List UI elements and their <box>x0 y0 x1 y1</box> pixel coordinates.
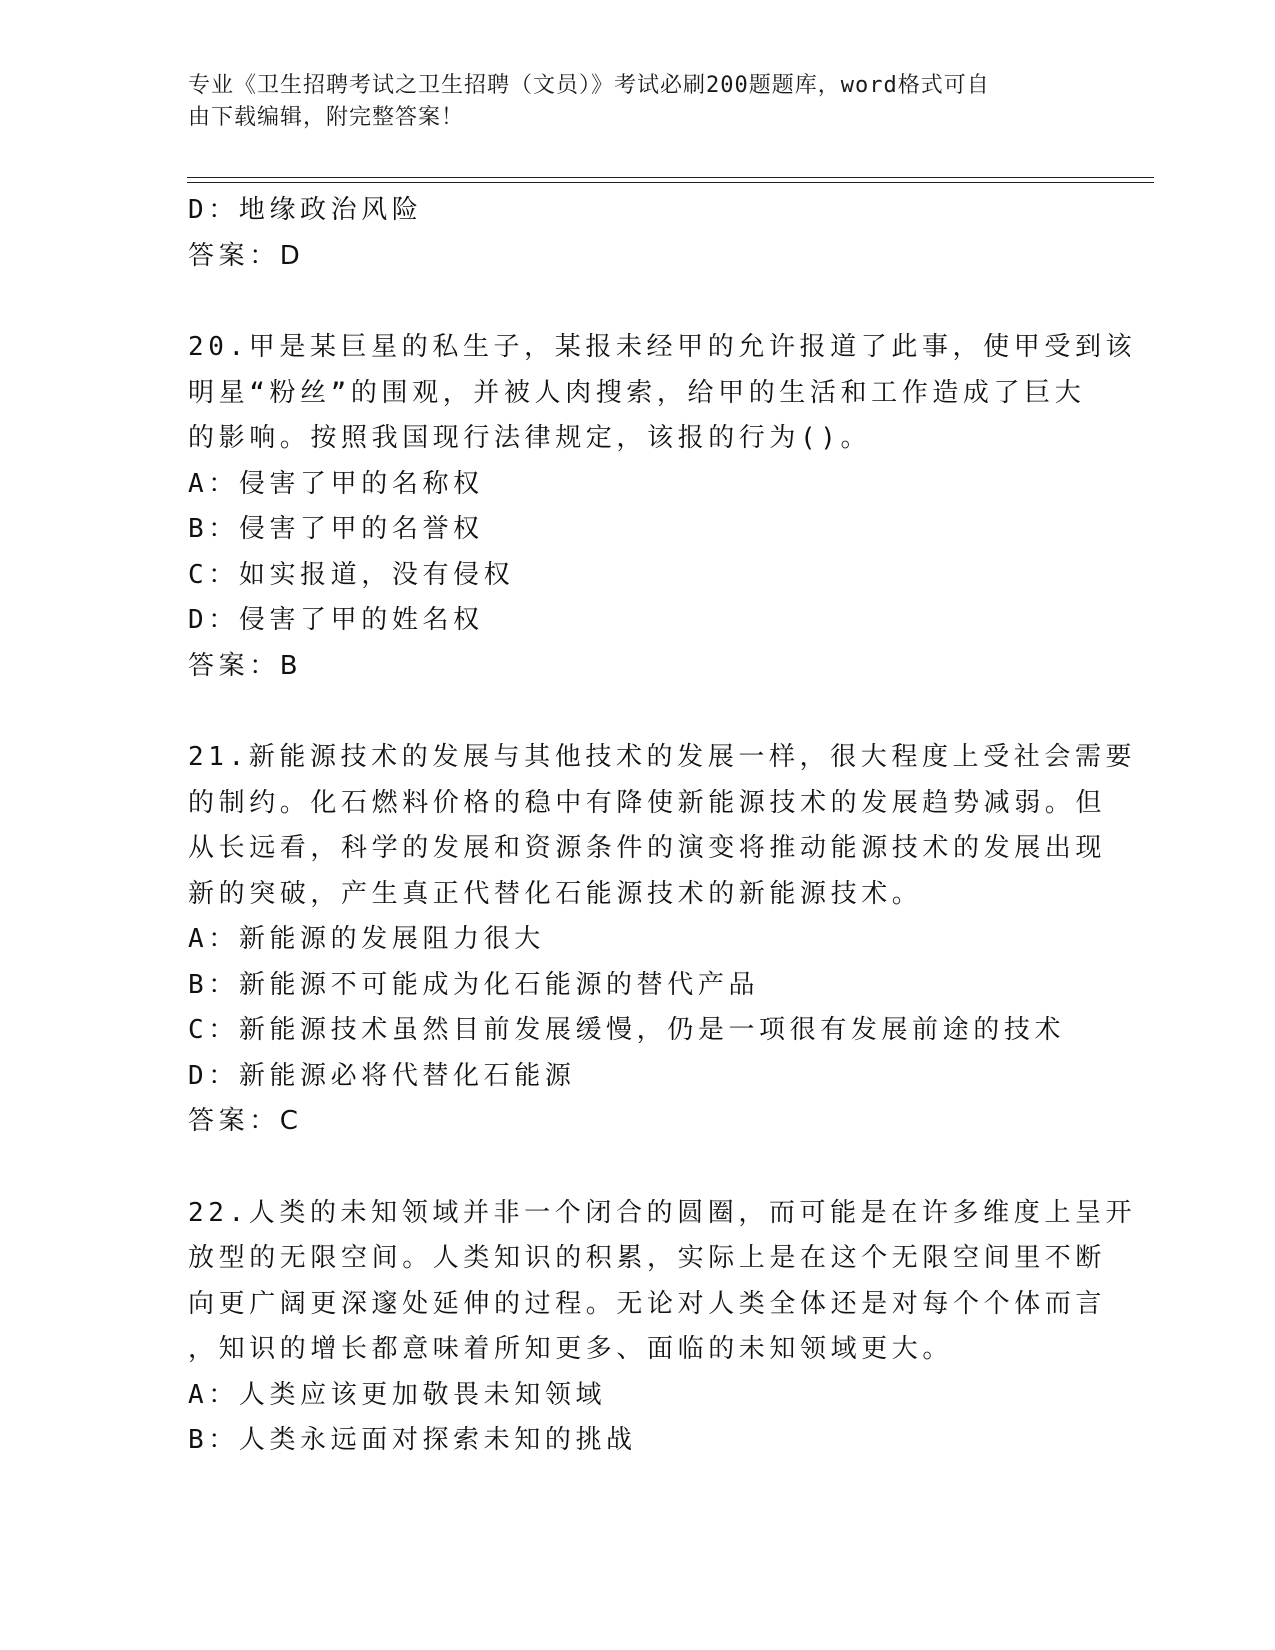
header-line-1: 专业《卫生招聘考试之卫生招聘（文员）》考试必刷200题题库，word格式可自 <box>188 73 990 98</box>
question-21-line-2: 的制约。化石燃料价格的稳中有降使新能源技术的发展趋势减弱。但 <box>188 787 1107 818</box>
header-divider-top <box>187 177 1154 178</box>
question-20-line-1: 20.甲是某巨星的私生子，某报未经甲的允许报道了此事，使甲受到该 <box>188 332 1137 362</box>
question-20-option-c: C：如实报道，没有侵权 <box>188 559 515 590</box>
page-header <box>188 70 1068 134</box>
prev-option-d: D：地缘政治风险 <box>188 195 423 225</box>
question-21-answer: 答案：C <box>188 1106 303 1136</box>
question-21-option-c: C：新能源技术虽然目前发展缓慢，仍是一项很有发展前途的技术 <box>188 1015 1066 1045</box>
question-20-option-d: D：侵害了甲的姓名权 <box>188 605 484 635</box>
question-22 <box>188 1191 1137 1464</box>
header-line-2: 由下载编辑，附完整答案！ <box>188 105 465 130</box>
question-20-option-b: B：侵害了甲的名誉权 <box>188 514 484 544</box>
spacer <box>188 689 1088 735</box>
question-22-line-3: 向更广阔更深邃处延伸的过程。无论对人类全体还是对每个个体而言 <box>188 1288 1107 1319</box>
spacer <box>188 279 1088 325</box>
question-20-option-a: A：侵害了甲的名称权 <box>188 468 484 499</box>
question-20 <box>188 325 1137 689</box>
question-21-line-4: 新的突破，产生真正代替化石能源技术的新能源技术。 <box>188 878 923 909</box>
question-22-option-a: A：人类应该更加敬畏未知领域 <box>188 1379 607 1410</box>
question-21-option-a: A：新能源的发展阻力很大 <box>188 924 545 954</box>
question-20-answer: 答案：B <box>188 650 303 681</box>
question-20-line-3: 的影响。按照我国现行法律规定，该报的行为()。 <box>188 423 872 453</box>
spacer <box>188 1145 1088 1191</box>
question-22-line-1: 22.人类的未知领域并非一个闭合的圆圈，而可能是在许多维度上呈开 <box>188 1197 1137 1228</box>
question-22-line-4: ，知识的增长都意味着所知更多、面临的未知领域更大。 <box>188 1334 954 1364</box>
question-21-option-b: B：新能源不可能成为化石能源的替代产品 <box>188 969 760 1000</box>
prev-answer: 答案：D <box>188 240 305 271</box>
question-21-line-3: 从长远看，科学的发展和资源条件的演变将推动能源技术的发展出现 <box>188 833 1107 863</box>
question-22-line-2: 放型的无限空间。人类知识的积累，实际上是在这个无限空间里不断 <box>188 1243 1107 1273</box>
question-content <box>188 188 1137 1464</box>
question-22-option-b: B：人类永远面对探索未知的挑战 <box>188 1425 637 1455</box>
question-20-line-2: 明星“粉丝”的围观，并被人肉搜索，给甲的生活和工作造成了巨大 <box>188 377 1086 408</box>
question-21-line-1: 21.新能源技术的发展与其他技术的发展一样，很大程度上受社会需要 <box>188 742 1137 772</box>
question-21-option-d: D：新能源必将代替化石能源 <box>188 1060 576 1091</box>
question-21 <box>188 735 1137 1145</box>
header-divider-bottom <box>187 182 1154 183</box>
